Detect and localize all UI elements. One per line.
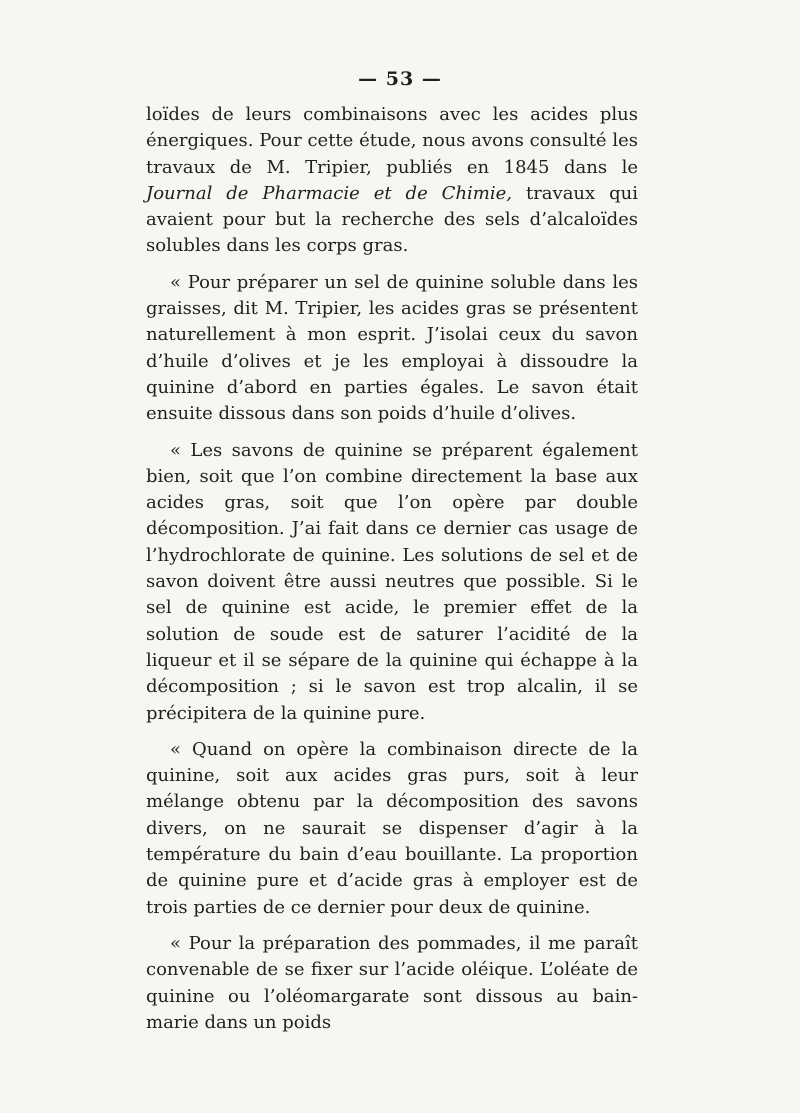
paragraph-4: « Quand on opère la combinaison directe de la quinine, soit aux acides gras purs, soit à leur mélange obtenu par la décomposition des savons divers, on ne saurait se dispenser d’agir à la température du bain d’eau bouillante. La proportion de quinine pure et d’acide gras à employer est de trois parties de ce dernier pour deux de quinine.: [146, 738, 638, 918]
journal-title: Journal de Pharmacie et de Chimie,: [146, 182, 512, 204]
paragraph-2: « Pour préparer un sel de quinine soluble dans les graisses, dit M. Tripier, les acides gras se présentent naturellement à mon esprit. J’isolai ceux du savon d’huile d’olives et je les employai à dissoudre la quinine d’abord en parties égales. Le savon était ensuite dissous dans son poids d’huile d’olives.: [146, 271, 638, 425]
paragraph-1-text: loïdes de leurs combinaisons avec les acides plus énergiques. Pour cette étude, nous avons consulté les travaux de M. Tripier, publiés en 1845 dans le: [146, 104, 638, 178]
paragraph-3: « Les savons de quinine se préparent également bien, soit que l’on combine directement la base aux acides gras, soit que l’on opère par double décomposition. J’ai fait dans ce dernier cas usage de l’hydrochlorate de quinine. Les solutions de sel et de savon doivent être aussi neutres que possible. Si le sel de quinine est acide, le premier effet de la solution de soude est de saturer l’acidité de la liqueur et il se sépare de la quinine qui échappe à la décomposition ; si le savon est trop alcalin, il se précipitera de la quinine pure.: [146, 439, 638, 724]
paragraph-1: [146, 102, 638, 260]
paragraph-1-text-after: travaux qui avaient pour but la recherche des sels d’alcaloïdes solubles dans les corps gras.: [146, 182, 638, 257]
page-number: — 53 —: [358, 68, 442, 90]
paragraph-5: « Pour la préparation des pommades, il me paraît convenable de se fixer sur l’acide oléique. L’oléate de quinine ou l’oléomargarate sont dissous au bain-marie dans un poids: [146, 932, 638, 1033]
body-text: [146, 102, 638, 1046]
